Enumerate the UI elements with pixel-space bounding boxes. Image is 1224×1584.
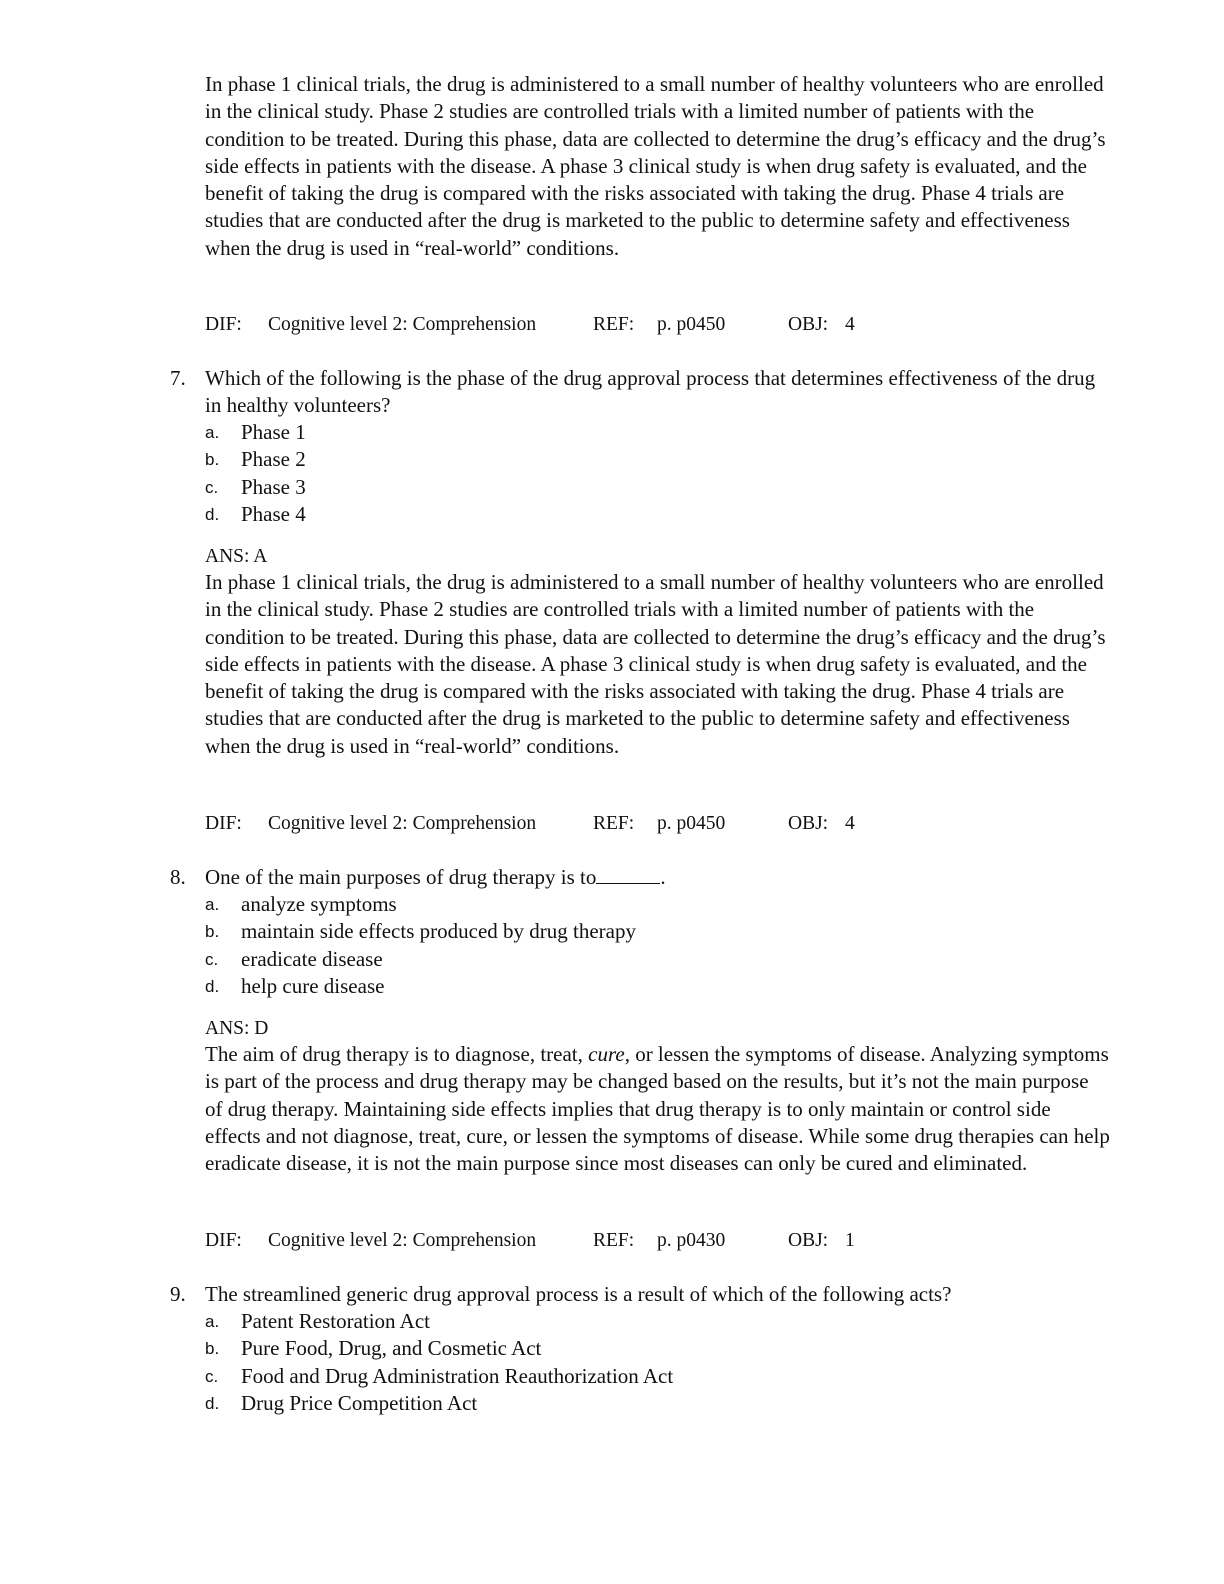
rationale-text: In phase 1 clinical trials, the drug is administered to a small number of healthy volunteers who are enrolled in the clinical study. Phase 2 studies are controlled trials with a limited number of patients with the condition to be treated. During this phase, data are collected to determine the drug’s efficacy and the drug’s side effects in patients with the disease. A phase 3 clinical study is when drug safety is evaluated, and the benefit of taking the drug is compared with the risks associated with taking the drug. Phase 4 trials are studies that are conducted after the drug is marketed to the public to determine safety and effectiveness when the drug is used in “real-world” conditions. bbox=[205, 570, 1106, 758]
question-text: The streamlined generic drug approval process is a result of which of the following acts? bbox=[205, 1282, 952, 1306]
question-text: Which of the following is the phase of the drug approval process that determines effectiveness of the drug in healthy volunteers? bbox=[205, 366, 1096, 418]
ref-value: p. p0450 bbox=[657, 813, 726, 834]
option-text: Food and Drug Administration Reauthorization Act bbox=[241, 1363, 674, 1388]
option-letter: c. bbox=[205, 1366, 219, 1386]
ref-label: REF: bbox=[593, 314, 635, 335]
rationale bbox=[205, 569, 1110, 760]
rationale-text bbox=[205, 1041, 1110, 1177]
dif-value: Cognitive level 2: Comprehension bbox=[268, 314, 537, 335]
option-letter: d. bbox=[205, 976, 220, 996]
question-text-start: One of the main purposes of drug therapy is to bbox=[205, 865, 597, 889]
answer-key: ANS: A bbox=[205, 546, 268, 567]
question-number: 7. bbox=[170, 366, 186, 390]
option-letter: b. bbox=[205, 1339, 220, 1359]
option-text: Pure Food, Drug, and Cosmetic Act bbox=[241, 1336, 542, 1361]
option-text: Phase 3 bbox=[241, 474, 306, 499]
obj-value: 4 bbox=[845, 314, 855, 335]
option-text: Phase 4 bbox=[241, 501, 306, 526]
dif-value: Cognitive level 2: Comprehension bbox=[268, 813, 537, 834]
option-text: analyze symptoms bbox=[241, 892, 397, 916]
option-text: Phase 1 bbox=[241, 420, 306, 444]
fill-in-blank bbox=[596, 869, 660, 884]
option-text: Patent Restoration Act bbox=[241, 1309, 430, 1333]
rationale bbox=[205, 1041, 1110, 1177]
obj-value: 4 bbox=[845, 813, 855, 834]
dif-label: DIF: bbox=[205, 813, 242, 834]
rationale-text-end: , or lessen the symptoms of disease. Analyzing symptoms is part of the process and drug therapy may be changed based on the results, but it’s not the main purpose of drug therapy. Maintaining side effects implies that drug therapy is to only maintain or control side effects and not diagnose, treat, cure, or lessen the symptoms of disease. While some drug therapies can help eradicate disease, it is not the main purpose since most diseases can only be cured and eliminated. bbox=[205, 1042, 1110, 1176]
question-number: 8. bbox=[170, 865, 186, 889]
option-text: Phase 2 bbox=[241, 447, 306, 472]
option-text: eradicate disease bbox=[241, 946, 383, 971]
option-text: Drug Price Competition Act bbox=[241, 1390, 478, 1415]
question-text bbox=[205, 864, 1110, 891]
rationale-italic-word: cure bbox=[588, 1042, 625, 1066]
ref-label: REF: bbox=[593, 1230, 635, 1251]
option-text: help cure disease bbox=[241, 973, 385, 998]
obj-value: 1 bbox=[845, 1230, 855, 1251]
dif-label: DIF: bbox=[205, 314, 242, 335]
ref-label: REF: bbox=[593, 813, 635, 834]
option-letter: d. bbox=[205, 504, 220, 524]
obj-label: OBJ: bbox=[788, 314, 829, 335]
dif-label: DIF: bbox=[205, 1230, 242, 1251]
rationale-text: In phase 1 clinical trials, the drug is administered to a small number of healthy volunteers who are enrolled in the clinical study. Phase 2 studies are controlled trials with a limited number of patients with the condition to be treated. During this phase, data are collected to determine the drug’s efficacy and the drug’s side effects in patients with the disease. A phase 3 clinical study is when drug safety is evaluated, and the benefit of taking the drug is compared with the risks associated with taking the drug. Phase 4 trials are studies that are conducted after the drug is marketed to the public to determine safety and effectiveness when the drug is used in “real-world” conditions. bbox=[205, 72, 1106, 260]
question-number: 9. bbox=[170, 1282, 186, 1306]
dif-value: Cognitive level 2: Comprehension bbox=[268, 1230, 537, 1251]
rationale-continued bbox=[205, 71, 1110, 262]
option-text: maintain side effects produced by drug therapy bbox=[241, 919, 636, 944]
option-letter: b. bbox=[205, 922, 220, 942]
ref-value: p. p0450 bbox=[657, 314, 726, 335]
ref-value: p. p0430 bbox=[657, 1230, 726, 1251]
obj-label: OBJ: bbox=[788, 813, 829, 834]
option-letter: d. bbox=[205, 1393, 220, 1413]
answer-key: ANS: D bbox=[205, 1018, 269, 1039]
option-letter: b. bbox=[205, 450, 220, 470]
option-letter: a. bbox=[205, 1312, 220, 1331]
rationale-text-start: The aim of drug therapy is to diagnose, treat, bbox=[205, 1042, 589, 1066]
option-letter: a. bbox=[205, 423, 220, 442]
obj-label: OBJ: bbox=[788, 1230, 829, 1251]
option-letter: c. bbox=[205, 949, 219, 969]
option-letter: a. bbox=[205, 895, 220, 914]
question-text-end: . bbox=[660, 865, 666, 889]
option-letter: c. bbox=[205, 477, 219, 497]
